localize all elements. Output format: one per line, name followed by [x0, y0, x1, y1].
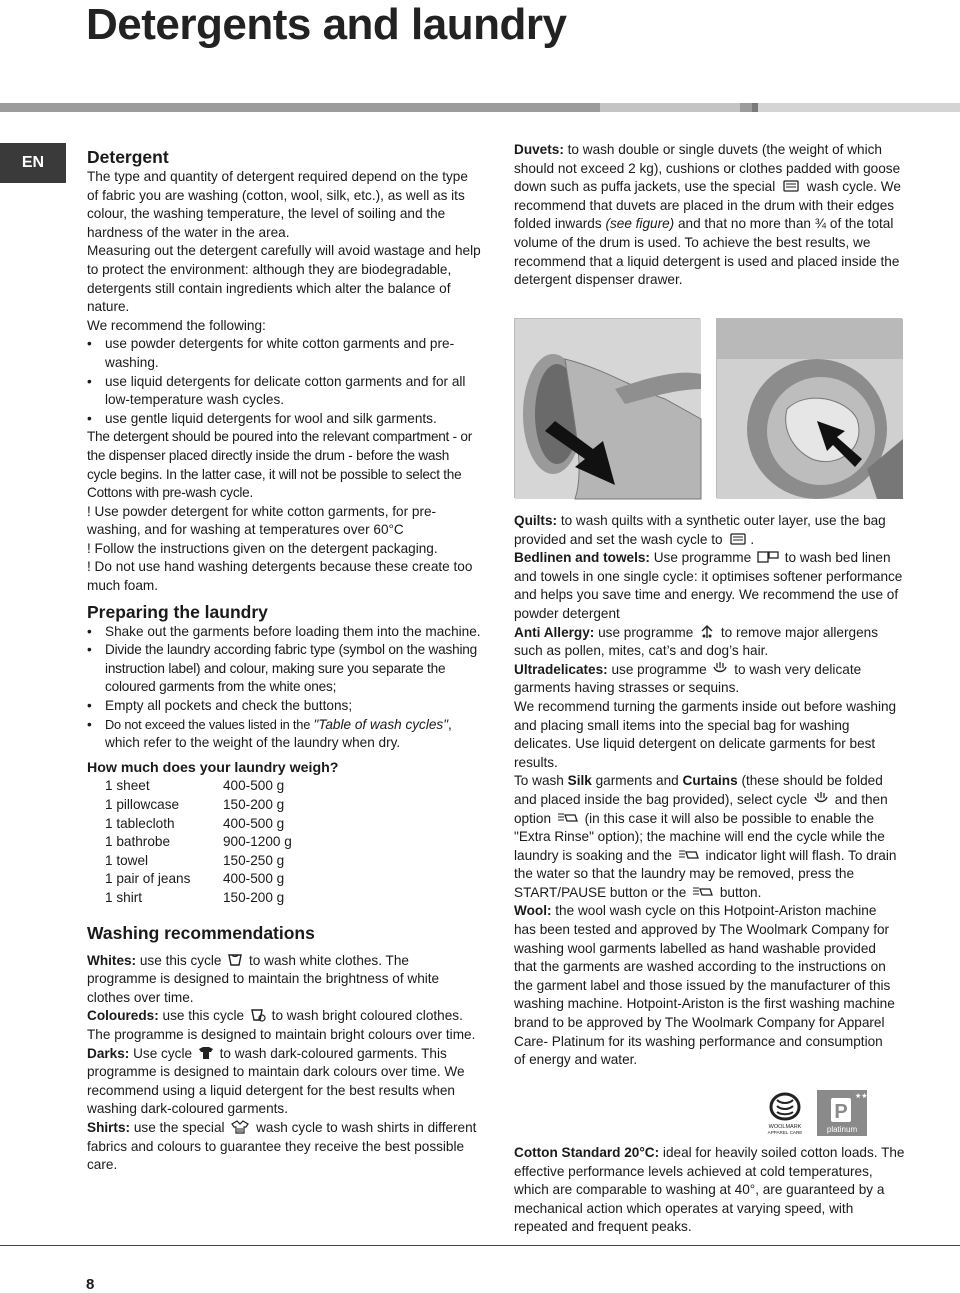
weight-item: 1 sheet — [105, 778, 150, 794]
weigh-heading: How much does your laundry weigh? — [87, 759, 339, 776]
weights-table — [87, 777, 482, 907]
quilts-para: Quilts: to wash quilts with a synthetic outer layer, use the bag provided and set the wash cycle to . — [514, 513, 886, 547]
detergent-list — [87, 335, 482, 428]
weight-item: 1 pair of jeans — [105, 871, 191, 887]
coloureds-para: Coloureds: use this cycle to wash bright coloured clothes. The programme is designed to maintain bright colours over time. — [87, 1008, 476, 1042]
shirts-para: Shirts: use the special wash cycle to wash shirts in different fabrics and colours to guarantee they receive the best possible care. — [87, 1119, 477, 1173]
antiallergy-cycle-icon — [699, 625, 715, 639]
darks-cycle-icon — [198, 1046, 214, 1060]
duvets-para: Duvets: to wash double or single duvets (the weight of which should not exceed 2 kg), cushions or clothes padded with goose down such as puffa jackets, use the special wash cycle. We recommend that duvets are placed in the drum with their edges folded inwards (see figure) and that no more than ¾ of the total volume of the drum is used. To achieve the best results, we recommend that a liquid detergent is used and placed inside the detergent dispenser drawer. — [514, 142, 901, 288]
weight-value: 150-200 g — [223, 889, 285, 905]
ultradelicates-cycle-icon — [712, 662, 728, 676]
weight-item: 1 bathrobe — [105, 834, 171, 850]
right-column — [514, 141, 909, 290]
extra-rinse-option-icon — [692, 885, 714, 899]
list-item: • use gentle liquid detergents for wool and silk garments. — [87, 410, 482, 429]
page-number: 8 — [86, 1276, 95, 1293]
detergent-heading: Detergent — [87, 147, 169, 167]
list-item: • Empty all pockets and check the buttons; — [87, 697, 482, 716]
washrec-heading: Washing recommendations — [87, 922, 315, 943]
certification-logos — [757, 1090, 875, 1136]
platinum-logo — [817, 1090, 875, 1136]
duvet-cycle-icon — [728, 532, 748, 546]
woolmark-logo-text: WOOLMARK — [768, 1124, 802, 1130]
language-tab: EN — [0, 143, 66, 183]
footer-rule — [0, 1245, 960, 1246]
wool-para: Wool: the wool wash cycle on this Hotpoint-Ariston machine has been tested and approved by The Woolmark Company for washing wool garments labelled as hand washable provided that the garments are washed according to the instructions on the garment label and those issued by the manufacturer of this washing machine. Hotpoint-Ariston is the first washing machine brand to be approved by The Woolmark Company for Apparel Care- Platinum for its washing performance and consumption of energy and water. — [514, 903, 895, 1068]
detergent-p4: The detergent should be poured into the relevant compartment - or the dispenser placed directly inside the drum - before the wash cycle begins. In the latter case, it will not be possible to select the Cottons with pre-wash cycle. — [87, 429, 473, 501]
list-item: • use liquid detergents for delicate cotton garments and for all low-temperature wash cycles. — [87, 373, 482, 410]
right-column-lower — [514, 512, 909, 1070]
bedlinen-para: Bedlinen and towels: Use programme to wash bed linen and towels in one single cycle: it optimises softener performance and helps you save time and energy. We recommend the use of powder detergent — [514, 550, 903, 621]
list-item: • use powder detergents for white cotton garments and pre-washing. — [87, 335, 482, 372]
duvet-loading-figure — [514, 318, 902, 498]
svg-text:P: P — [834, 1101, 849, 1123]
list-item: • Divide the laundry according fabric type (symbol on the washing instruction label) and colour, making sure you separate the coloured garments from the white ones; — [87, 641, 482, 697]
detergent-p1: The type and quantity of detergent required depend on the type of fabric you are washing (cotton, wool, silk, etc.), as well as its colour, the washing temperature, the level of soiling and the hardness of the water in the area. — [87, 169, 468, 240]
photo-duvet-drum-1 — [514, 318, 700, 498]
weight-item: 1 shirt — [105, 889, 143, 905]
duvet-cycle-icon — [781, 179, 801, 193]
page-title: Detergents and laundry — [86, 0, 567, 49]
weight-value: 150-250 g — [223, 852, 285, 868]
ultradelicates-note: We recommend turning the garments inside out before washing and placing small items into the special bag for washing delicates. Use liquid detergent on delicate garments for best results. — [514, 698, 897, 770]
weight-item: 1 towel — [105, 852, 149, 868]
svg-text:platinum: platinum — [827, 1125, 858, 1134]
silk-cycle-icon — [813, 792, 829, 806]
left-column — [87, 144, 482, 1175]
list-item: • Do not exceed the values listed in the "Table of wash cycles", which refer to the weight of the laundry when dry. — [87, 716, 482, 753]
extra-rinse-option-icon — [557, 811, 579, 825]
weight-value: 400-500 g — [223, 815, 285, 831]
weight-value: 150-200 g — [223, 797, 285, 812]
svg-text:APPAREL CARE: APPAREL CARE — [767, 1130, 803, 1135]
whites-cycle-icon — [227, 953, 243, 967]
cotton-section — [514, 1144, 909, 1237]
warning-1: ! Use powder detergent for white cotton garments, for pre-washing, and for washing at temperatures over 60°C — [87, 503, 437, 538]
weight-value: 900-1200 g — [223, 834, 292, 850]
antiallergy-para: Anti Allergy: use programme to remove major allergens such as pollen, mites, cat’s and dog’s hair. — [514, 624, 878, 659]
whites-para: Whites: use this cycle to wash white clothes. The programme is designed to maintain the brightness of white clothes over time. — [87, 952, 440, 1005]
photo-duvet-drum-2 — [716, 318, 902, 498]
warning-2: ! Follow the instructions given on the detergent packaging. — [87, 540, 438, 556]
woolmark-logo — [761, 1090, 809, 1136]
warning-3: ! Do not use hand washing detergents because these create too much foam. — [87, 559, 473, 594]
preparing-heading: Preparing the laundry — [87, 601, 268, 622]
detergent-p2: Measuring out the detergent carefully will avoid wastage and help to protect the environment: although they are biodegradable, detergents still contain ingredients which alter the balance of nature. — [87, 243, 481, 315]
extra-rinse-option-icon — [678, 848, 700, 862]
coloureds-cycle-icon — [250, 1008, 266, 1022]
detergent-p3: We recommend the following: — [87, 317, 266, 333]
cotton-para: Cotton Standard 20°C: ideal for heavily soiled cotton loads. The effective performance levels achieved at cold temperatures, which are comparable to washing at 40°, are guaranteed by a mechanical action which operates at varying speed, with repeated and frequent peaks. — [514, 1145, 905, 1235]
silk-para: To wash Silk garments and Curtains (these should be folded and placed inside the bag provided), select cycle and then option (in this case it will also be possible to enable the "Extra Rinse" option); the machine will end the cycle while the laundry is soaking and the indicator light will flash. To drain the water so that the laundry may be removed, press the START/PAUSE button or the button. — [514, 773, 897, 900]
ultradelicates-para: Ultradelicates: use programme to wash very delicate garments having strasses or sequins. — [514, 661, 862, 696]
list-item: • Shake out the garments before loading them into the machine. — [87, 623, 482, 642]
shirts-cycle-icon — [230, 1120, 250, 1134]
header-bar — [0, 103, 960, 112]
weight-item: 1 tablecloth — [105, 815, 175, 831]
weight-value: 400-500 g — [223, 778, 285, 794]
weight-item: 1 pillowcase — [105, 797, 180, 812]
weight-value: 400-500 g — [223, 871, 285, 887]
svg-text:★★★: ★★★ — [855, 1093, 875, 1100]
darks-para: Darks: Use cycle to wash dark-coloured garments. This programme is designed to maintain dark colours over time. We recommend using a liquid detergent for the best results when washing dark-coloured garments. — [87, 1045, 465, 1117]
bedlinen-cycle-icon — [757, 550, 779, 564]
preparing-list — [87, 623, 482, 753]
